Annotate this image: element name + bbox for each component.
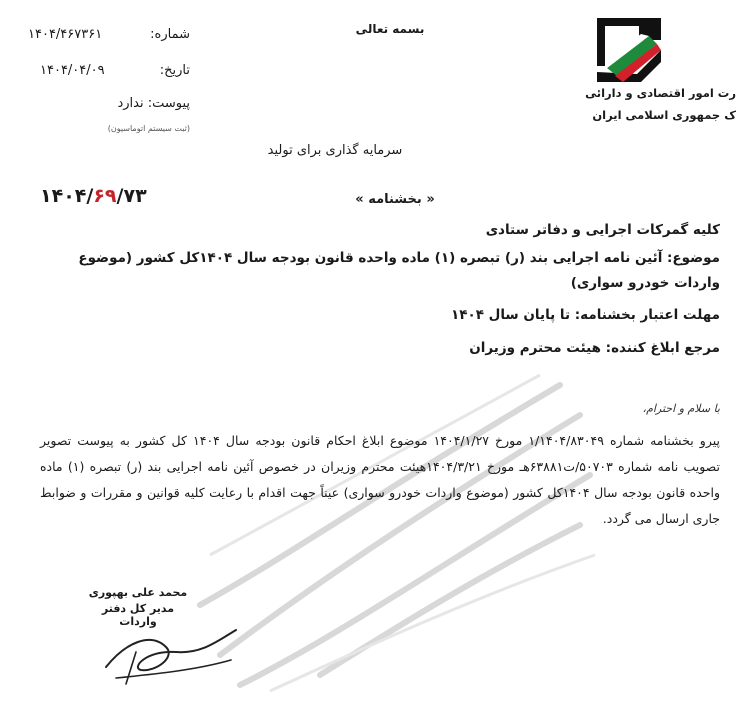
recipient-line: کلیه گمرکات اجرایی و دفاتر ستادی (485, 222, 720, 238)
circular-number (40, 185, 150, 207)
number-label: شماره: (150, 27, 190, 42)
slogan: سرمایه گذاری برای تولید (267, 143, 403, 158)
subject-line: موضوع: آئین نامه اجرایی بند (ر) تبصره (۱) ماده واحده قانون بودجه سال ۱۴۰۴کل کشور (موضوع واردات خودرو سواری) (78, 250, 720, 291)
validity-line: مهلت اعتبار بخشنامه: تا پایان سال ۱۴۰۴ (450, 307, 720, 323)
org-name-line2: ک جمهوری اسلامی ایران (592, 108, 736, 122)
reference-line: مرجع ابلاغ کننده: هیئت محترم وزیران (469, 340, 720, 356)
body-paragraph: پیرو بخشنامه شماره ۱/۱۴۰۴/۸۳۰۴۹ مورخ ۱۴۰۴/۱/۲۷ موضوع ابلاغ احکام قانون بودجه سال ۱۴۰۴ کل کشور به پیوست تصویر تصویب نامه شماره ۵۰۷۰۳/ت۶۳۸۸۱هـ مورخ ۱۴۰۴/۳/۲۱هیئت محترم وزیران در خصوص آئین نامه اجرایی بند (ر) تبصره (۱) ماده واحده قانون بودجه سال ۱۴۰۴کل کشور (موضوع واردات خودرو سواری) عیناً جهت اقدام با رعایت کلیه قوانین و مقررات و ضوابط جاری ارسال می گردد. (40, 433, 720, 526)
org-name-line1: رت امور اقتصادی و دارائی (585, 86, 736, 100)
circular-number-prefix: ۱۴۰۴/ (40, 185, 94, 207)
date-value: ۱۴۰۴/۰۴/۰۹ (40, 63, 105, 78)
number-value: ۱۴۰۴/۴۶۷۳۶۱ (28, 27, 103, 42)
customs-logo-icon (593, 14, 665, 86)
attachment-label: پیوست: ندارد (117, 96, 190, 111)
signatory-name: محمد علی بهپوری (88, 586, 188, 599)
circular-number-red: ۶۹ (93, 185, 117, 207)
circular-number-suffix: /۷۳ (116, 185, 147, 207)
basmala-heading: بسمه تعالی (355, 22, 425, 36)
date-label: تاریخ: (159, 63, 190, 78)
signatory-title: مدیر کل دفتر واردات (101, 602, 175, 628)
circular-title: « بخشنامه » (355, 192, 435, 207)
greeting: با سلام و احترام، (642, 402, 720, 415)
automation-stamp-note: (ثبت سیستم اتوماسیون) (107, 124, 190, 133)
handwritten-signature (96, 612, 246, 692)
